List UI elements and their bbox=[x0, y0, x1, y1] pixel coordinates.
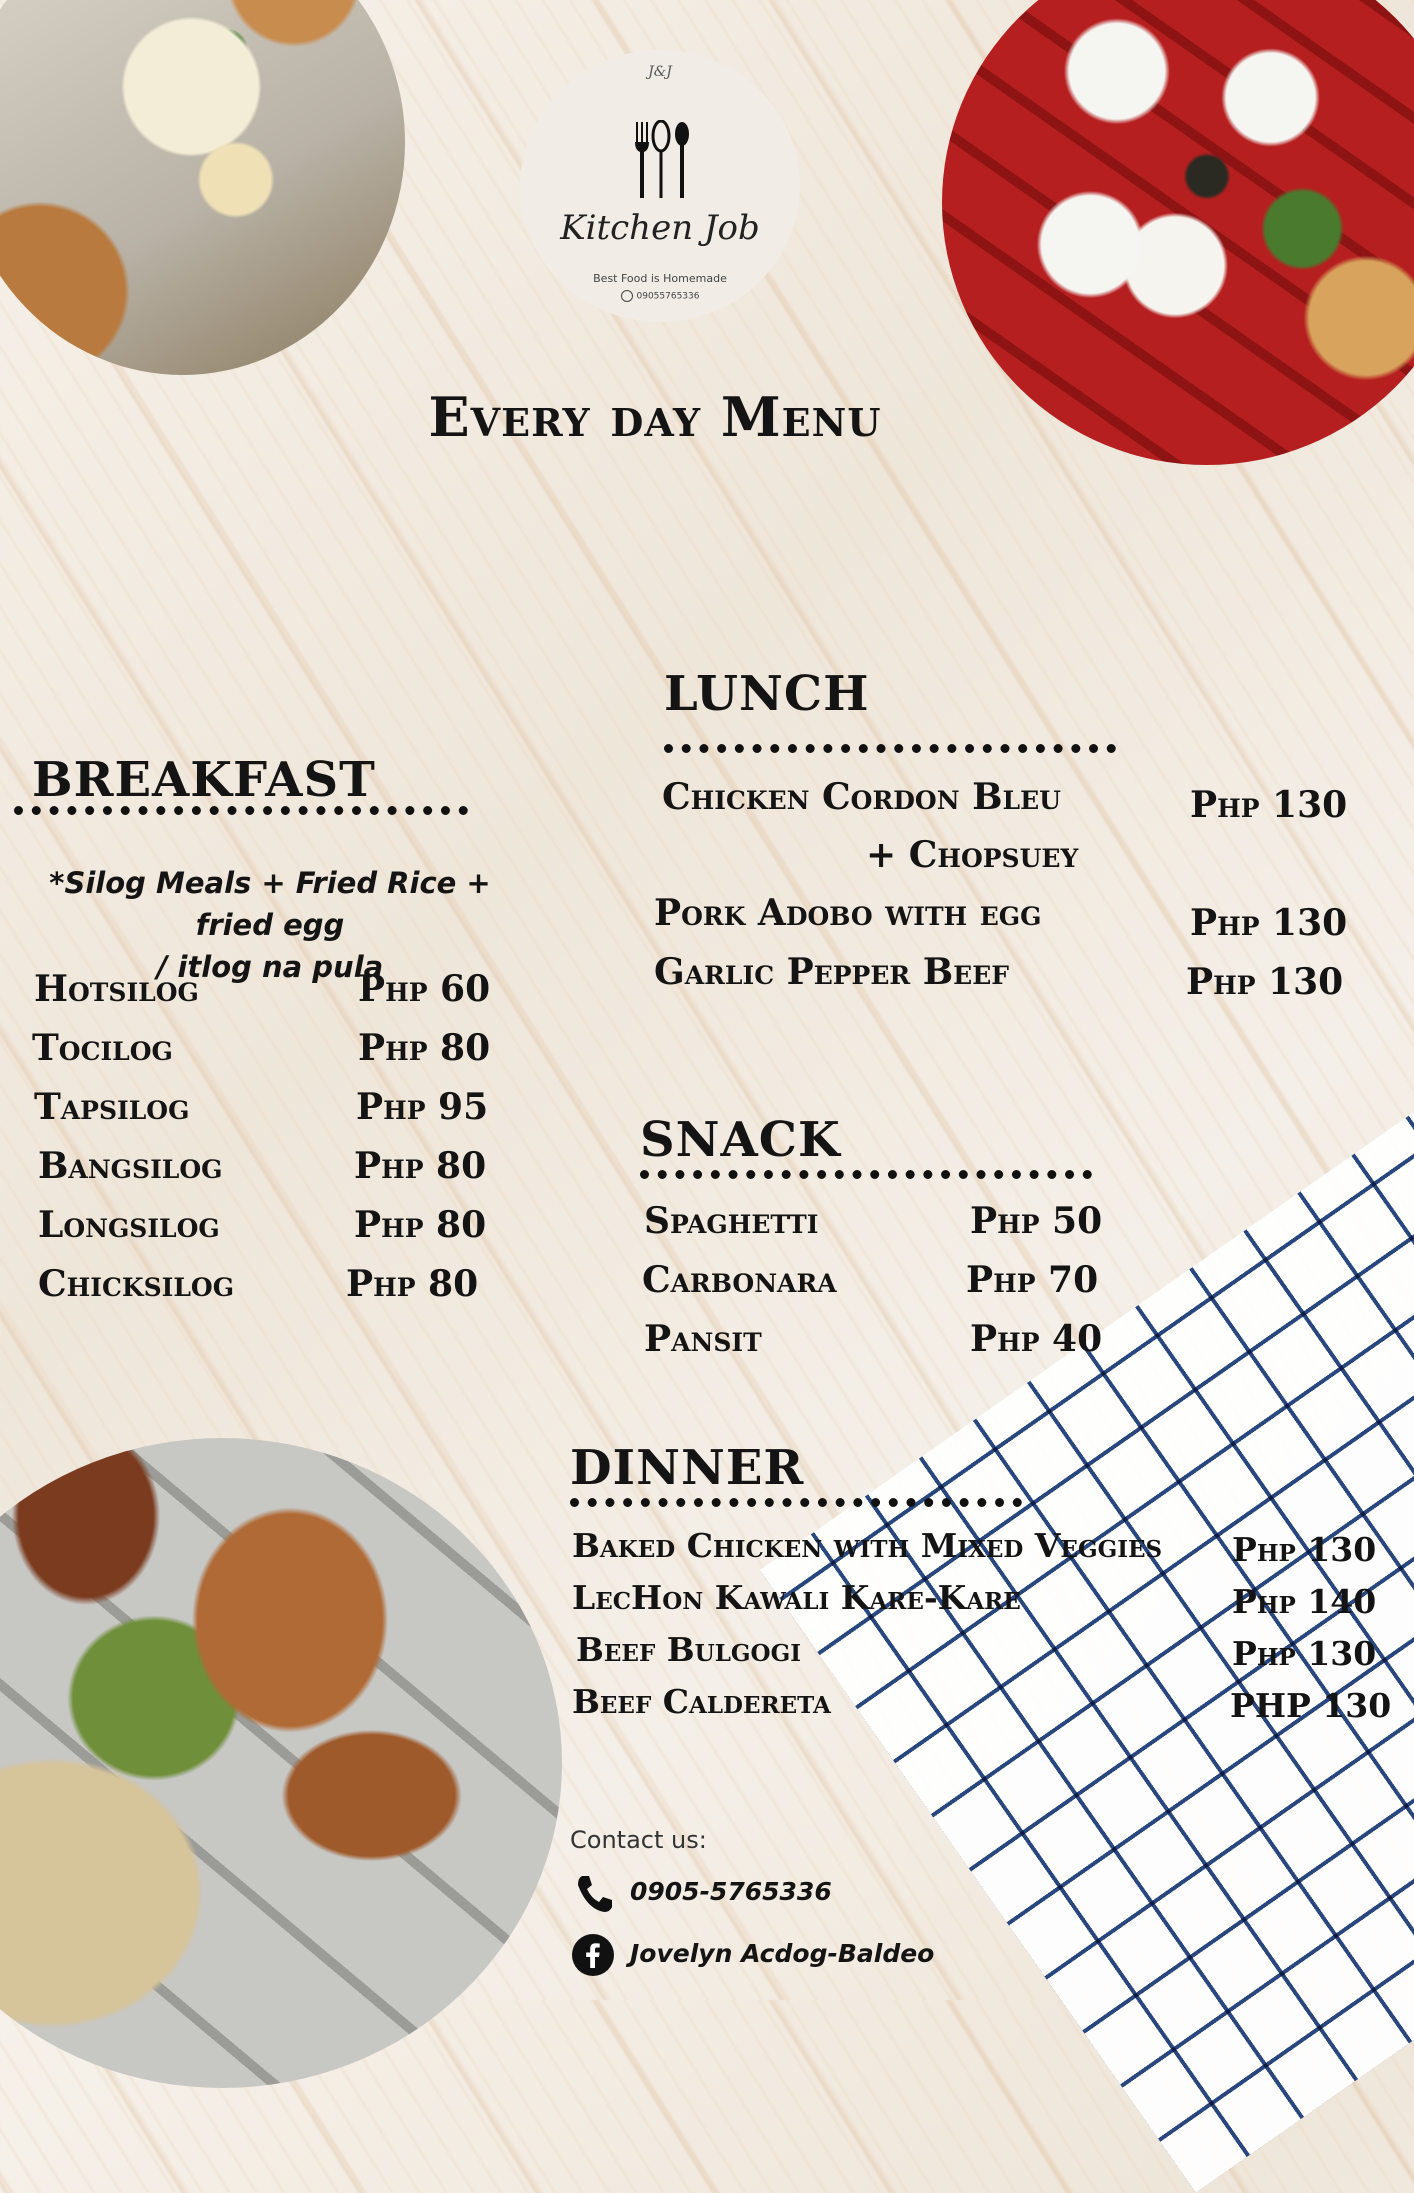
breakfast-item-name: Hotsilog bbox=[34, 968, 199, 1010]
breakfast-item-price: Php 60 bbox=[358, 968, 491, 1010]
lunch-item-name: Chicken Cordon Bleu bbox=[662, 776, 1061, 818]
breakfast-item-name: Chicksilog bbox=[38, 1263, 235, 1305]
foil-tray-dishes-photo bbox=[0, 1438, 562, 2088]
lunch-item-price: Php 130 bbox=[1190, 902, 1348, 944]
instagram-icon bbox=[621, 290, 633, 302]
dinner-item-price: Php 130 bbox=[1232, 1634, 1377, 1673]
cutlery-icon bbox=[630, 120, 692, 200]
logo-initials: J&J bbox=[648, 64, 672, 80]
contact-facebook: Jovelyn Acdog-Baldeo bbox=[630, 1939, 935, 1968]
lunch-heading: LUNCH bbox=[664, 666, 870, 722]
snack-item-price: Php 70 bbox=[966, 1259, 1099, 1301]
pasta-with-fried-chicken-photo bbox=[0, 0, 405, 375]
snack-divider bbox=[640, 1170, 1092, 1179]
breakfast-item-price: Php 80 bbox=[354, 1204, 487, 1246]
kitchen-job-logo bbox=[520, 50, 800, 322]
breakfast-item-price: Php 80 bbox=[354, 1145, 487, 1187]
breakfast-item-price: Php 80 bbox=[358, 1027, 491, 1069]
breakfast-item-name: Tapsilog bbox=[34, 1086, 190, 1128]
contact-phone: 0905-5765336 bbox=[630, 1877, 832, 1906]
lunch-item-name-continued: + Chopsuey bbox=[866, 834, 1079, 876]
contact-label: Contact us: bbox=[570, 1826, 707, 1854]
breakfast-item-price: Php 80 bbox=[346, 1263, 479, 1305]
snack-item-name: Carbonara bbox=[642, 1259, 837, 1301]
dinner-item-name: Beef Bulgogi bbox=[576, 1630, 801, 1669]
dinner-item-name: Baked Chicken with Mixed Veggies bbox=[572, 1526, 1163, 1565]
snack-item-name: Spaghetti bbox=[644, 1200, 819, 1242]
page-title: Every day Menu bbox=[428, 385, 882, 449]
logo-contact bbox=[520, 290, 800, 302]
breakfast-item-name: Bangsilog bbox=[38, 1145, 223, 1187]
dinner-item-price: Php 130 bbox=[1232, 1530, 1377, 1569]
dinner-item-name: Beef Caldereta bbox=[572, 1682, 831, 1721]
lunch-item-name: Pork Adobo with egg bbox=[654, 892, 1042, 934]
dinner-divider bbox=[570, 1498, 1022, 1507]
lunch-item-price: Php 130 bbox=[1186, 961, 1344, 1003]
logo-tagline: Best Food is Homemade bbox=[593, 272, 727, 285]
snack-item-name: Pansit bbox=[644, 1318, 762, 1360]
breakfast-note-line-1: *Silog Meals + Fried Rice + fried egg bbox=[49, 866, 491, 942]
breakfast-item-name: Longsilog bbox=[38, 1204, 220, 1246]
facebook-icon bbox=[572, 1934, 614, 1976]
lunch-item-name: Garlic Pepper Beef bbox=[654, 951, 1009, 993]
contact-facebook-row bbox=[572, 1934, 934, 1976]
phone-icon bbox=[572, 1872, 614, 1914]
dinner-item-name: LecHon Kawali Kare-Kare bbox=[572, 1578, 1021, 1617]
dinner-item-price: PHP 130 bbox=[1230, 1686, 1392, 1725]
contact-phone-row bbox=[572, 1872, 832, 1914]
dinner-item-price: Php 140 bbox=[1232, 1582, 1377, 1621]
dinner-heading: DINNER bbox=[570, 1440, 805, 1496]
lunch-item-price: Php 130 bbox=[1190, 784, 1348, 826]
breakfast-item-name: Tocilog bbox=[32, 1027, 173, 1069]
logo-name: Kitchen Job bbox=[560, 208, 760, 248]
snack-heading: SNACK bbox=[640, 1112, 841, 1168]
logo-contact-number: 09055765336 bbox=[636, 291, 700, 302]
snack-item-price: Php 40 bbox=[970, 1318, 1103, 1360]
breakfast-divider bbox=[14, 806, 468, 815]
breakfast-note-line-2: / itlog na pula bbox=[156, 950, 384, 984]
snack-item-price: Php 50 bbox=[970, 1200, 1103, 1242]
breakfast-item-price: Php 95 bbox=[356, 1086, 489, 1128]
breakfast-heading: BREAKFAST bbox=[32, 752, 376, 808]
lunch-divider bbox=[664, 744, 1116, 753]
